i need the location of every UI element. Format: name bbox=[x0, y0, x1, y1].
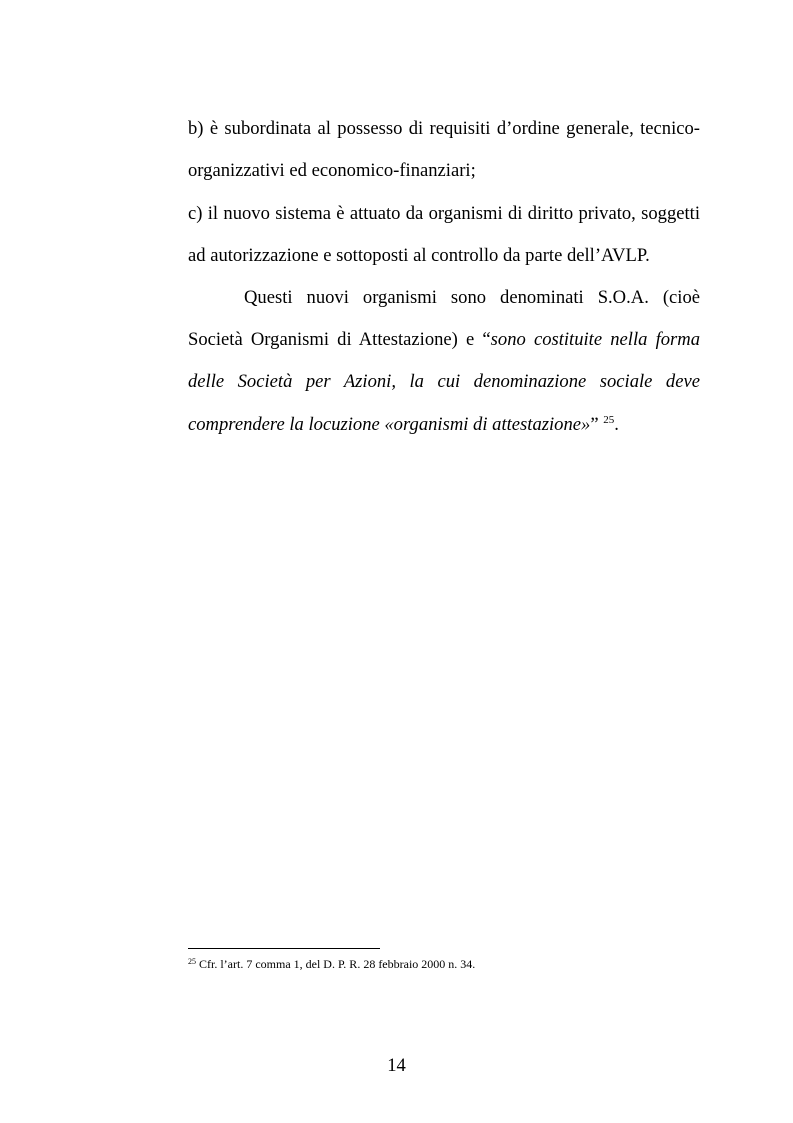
page-number: 14 bbox=[387, 1055, 406, 1076]
paragraph-line-4 bbox=[188, 414, 700, 436]
text-line-4: ad autorizzazione e sottoposti al controllo da parte dell’AVLP. bbox=[188, 245, 650, 266]
text-line-2: organizzativi ed economico-finanziari; bbox=[188, 160, 476, 181]
footnote-separator bbox=[188, 948, 380, 949]
quote-italic-end: comprendere la locuzione «organismi di attestazione» bbox=[188, 414, 591, 435]
footnote bbox=[188, 956, 475, 972]
paragraph-line-2 bbox=[188, 329, 700, 351]
sentence-end: . bbox=[614, 414, 619, 435]
quote-italic-middle: delle Società per Azioni, la cui denominazione sociale deve bbox=[188, 371, 700, 392]
footnote-number: 25 bbox=[188, 957, 196, 966]
footnote-text: Cfr. l’art. 7 comma 1, del D. P. R. 28 febbraio 2000 n. 34. bbox=[196, 957, 476, 971]
paragraph-line-2-plain: Società Organismi di Attestazione) e “ bbox=[188, 329, 491, 350]
text-line-3: c) il nuovo sistema è attuato da organismi di diritto privato, soggetti bbox=[188, 203, 700, 224]
paragraph-line-3 bbox=[188, 371, 700, 393]
text-line-1: b) è subordinata al possesso di requisiti d’ordine generale, tecnico- bbox=[188, 118, 700, 139]
quote-close: ” bbox=[590, 414, 604, 435]
quote-italic-start: sono costituite nella forma bbox=[490, 329, 700, 350]
paragraph-line-1: Questi nuovi organismi sono denominati S.O.A. (cioè bbox=[244, 287, 700, 308]
footnote-reference: 25 bbox=[603, 414, 615, 426]
